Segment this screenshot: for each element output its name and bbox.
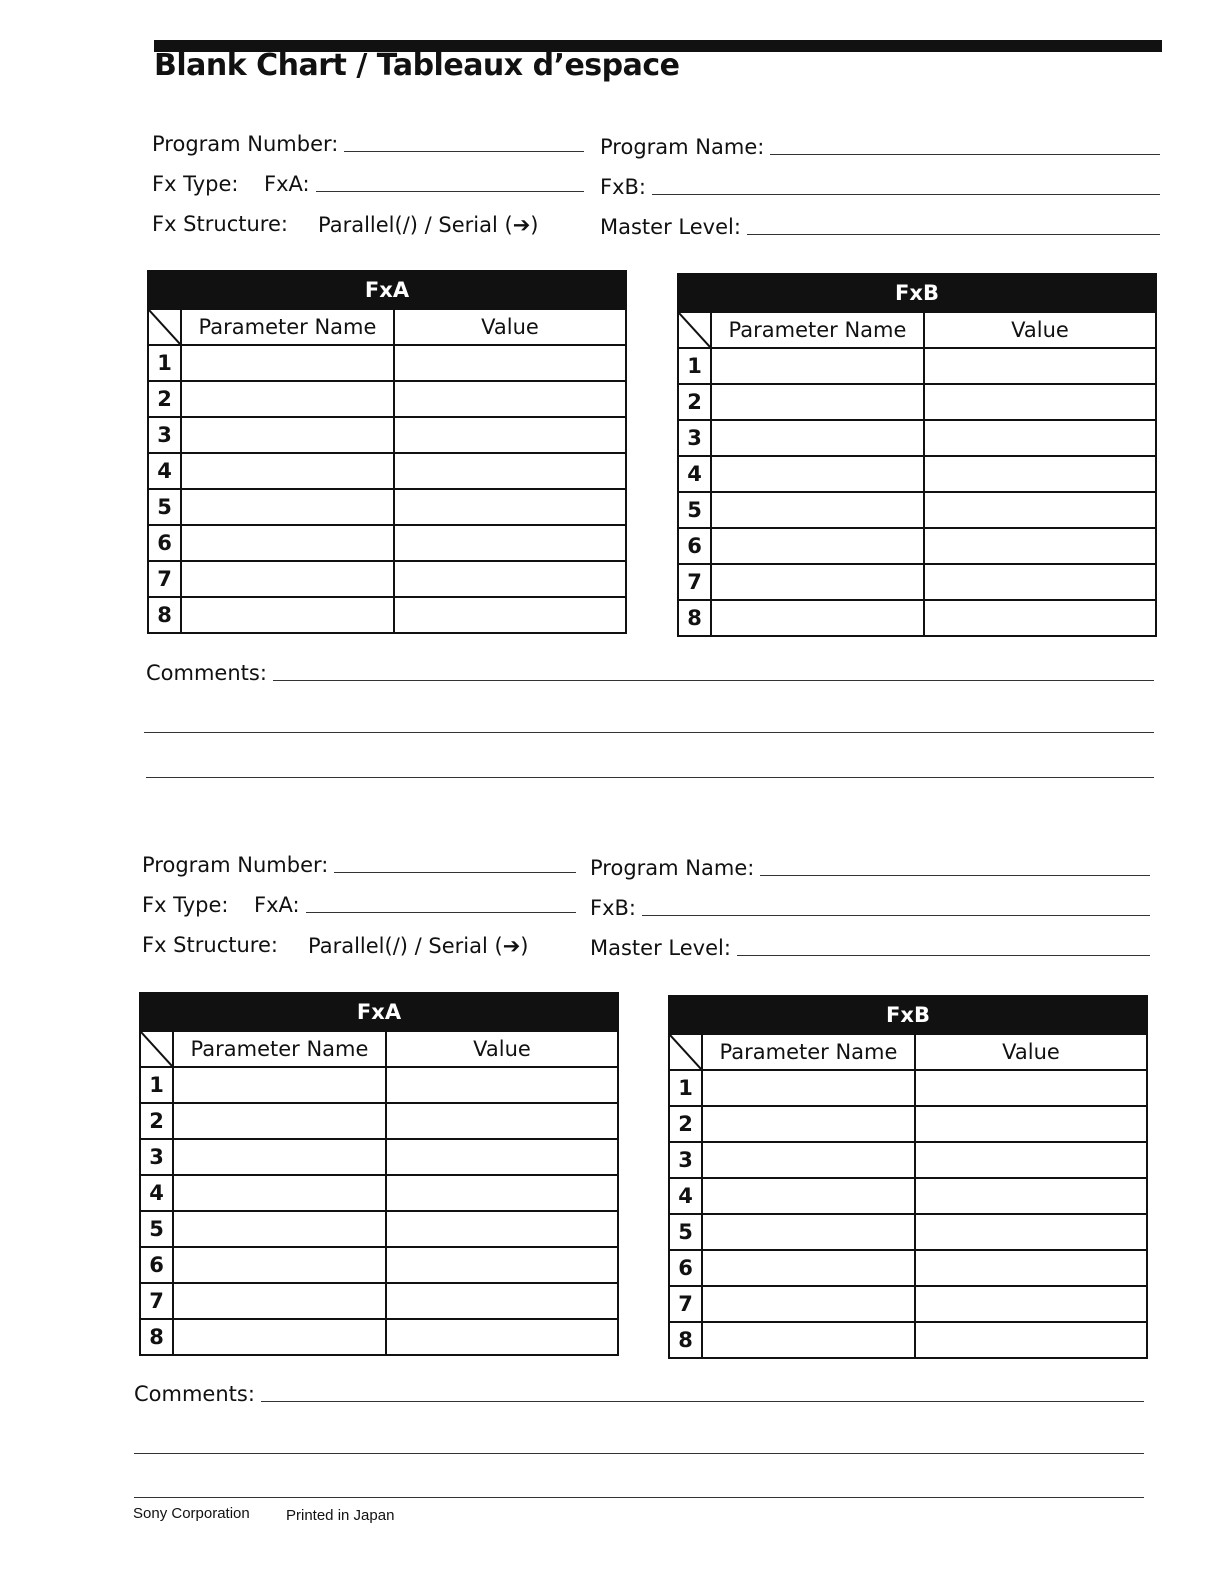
row-number: 2 (679, 385, 712, 419)
parameter-name-cell[interactable] (174, 1284, 387, 1318)
master-level-field-2[interactable] (590, 936, 1150, 960)
table-row (670, 1249, 1146, 1285)
corner-cell (141, 1032, 174, 1066)
fxa-table-1 (147, 270, 627, 634)
table-row (149, 344, 625, 380)
fxa-type-field-2[interactable] (254, 893, 576, 917)
parameter-name-cell[interactable] (703, 1179, 916, 1213)
value-cell[interactable] (387, 1248, 617, 1282)
value-header: Value (1011, 318, 1069, 342)
table-row (141, 1246, 617, 1282)
value-cell[interactable] (925, 529, 1155, 563)
comments-label: Comments: (146, 661, 267, 685)
program-name-field-2[interactable] (590, 856, 1150, 880)
value-cell[interactable] (395, 418, 625, 452)
row-number: 6 (670, 1251, 703, 1285)
row-number: 3 (149, 418, 182, 452)
row-number: 5 (670, 1215, 703, 1249)
fxa-type-label: FxA: (264, 172, 310, 196)
row-number: 8 (141, 1320, 174, 1354)
column-header-row (141, 1030, 617, 1066)
table-row (670, 1177, 1146, 1213)
parameter-name-cell[interactable] (182, 598, 395, 632)
table-row (149, 416, 625, 452)
comments-line[interactable] (134, 1497, 1144, 1498)
row-number: 2 (141, 1104, 174, 1138)
comments-line[interactable] (146, 777, 1154, 778)
table-row (679, 419, 1155, 455)
row-number: 6 (141, 1248, 174, 1282)
parameter-name-cell[interactable] (712, 457, 925, 491)
row-number: 5 (679, 493, 712, 527)
table-row (141, 1138, 617, 1174)
table-row (679, 347, 1155, 383)
master-level-field-1[interactable] (600, 215, 1160, 239)
corner-cell (149, 310, 182, 344)
column-header-row (670, 1033, 1146, 1069)
parameter-name-cell[interactable] (703, 1323, 916, 1357)
row-number: 3 (141, 1140, 174, 1174)
row-number: 7 (141, 1284, 174, 1318)
parameter-name-cell[interactable] (182, 382, 395, 416)
parameter-name-cell[interactable] (703, 1251, 916, 1285)
parameter-name-cell[interactable] (712, 421, 925, 455)
value-cell[interactable] (395, 562, 625, 596)
row-number: 6 (149, 526, 182, 560)
parameter-name-cell[interactable] (182, 526, 395, 560)
value-header: Value (1002, 1040, 1060, 1064)
fx-structure-label: Fx Structure: (152, 212, 288, 236)
row-number: 8 (149, 598, 182, 632)
value-cell[interactable] (395, 526, 625, 560)
value-cell[interactable] (916, 1107, 1146, 1141)
fxa-table-2 (139, 992, 619, 1356)
fxb-type-label: FxB: (600, 175, 646, 199)
parameter-name-cell[interactable] (174, 1104, 387, 1138)
parameter-name-cell[interactable] (182, 562, 395, 596)
value-cell[interactable] (916, 1215, 1146, 1249)
corner-cell (679, 313, 712, 347)
program-number-field-1[interactable] (152, 132, 584, 156)
fx-structure-options[interactable]: Parallel(/) / Serial (➔) (308, 934, 529, 958)
row-number: 3 (670, 1143, 703, 1177)
program-number-label: Program Number: (152, 132, 339, 156)
parameter-name-cell[interactable] (174, 1176, 387, 1210)
parameter-name-cell[interactable] (703, 1287, 916, 1321)
fx-type-label: Fx Type: (142, 893, 229, 917)
value-cell[interactable] (387, 1212, 617, 1246)
parameter-name-cell[interactable] (703, 1143, 916, 1177)
table-row (141, 1210, 617, 1246)
value-cell[interactable] (395, 490, 625, 524)
table-row (141, 1282, 617, 1318)
footer-company: Sony Corporation (133, 1505, 250, 1522)
parameter-name-cell[interactable] (182, 454, 395, 488)
table-row (670, 1285, 1146, 1321)
fxb-type-field-2[interactable] (590, 896, 1150, 920)
table-row (670, 1321, 1146, 1357)
value-cell[interactable] (387, 1140, 617, 1174)
row-number: 5 (149, 490, 182, 524)
parameter-name-header: Parameter Name (174, 1032, 387, 1066)
row-number: 8 (670, 1323, 703, 1357)
parameter-name-cell[interactable] (182, 346, 395, 380)
value-cell[interactable] (925, 565, 1155, 599)
value-cell[interactable] (925, 349, 1155, 383)
value-cell[interactable] (925, 457, 1155, 491)
table-row (670, 1213, 1146, 1249)
value-cell[interactable] (916, 1071, 1146, 1105)
table-row (679, 599, 1155, 635)
table-row (679, 527, 1155, 563)
row-number: 7 (670, 1287, 703, 1321)
parameter-name-cell[interactable] (703, 1107, 916, 1141)
table-row (149, 380, 625, 416)
comments-label: Comments: (134, 1382, 255, 1406)
table-row (149, 452, 625, 488)
table-row (141, 1174, 617, 1210)
parameter-name-cell[interactable] (712, 601, 925, 635)
row-number: 4 (149, 454, 182, 488)
parameter-name-cell[interactable] (174, 1248, 387, 1282)
program-number-field-2[interactable] (142, 853, 576, 877)
table-row (679, 563, 1155, 599)
master-level-label: Master Level: (590, 936, 731, 960)
value-cell[interactable] (387, 1068, 617, 1102)
fx-structure-options[interactable]: Parallel(/) / Serial (➔) (318, 213, 539, 237)
table-row (149, 560, 625, 596)
row-number: 1 (141, 1068, 174, 1102)
value-header: Value (473, 1037, 531, 1061)
value-cell[interactable] (395, 382, 625, 416)
table-title: FxA (149, 272, 625, 308)
value-cell[interactable] (387, 1176, 617, 1210)
table-row (141, 1102, 617, 1138)
value-cell[interactable] (916, 1143, 1146, 1177)
value-cell[interactable] (916, 1251, 1146, 1285)
value-cell[interactable] (916, 1287, 1146, 1321)
master-level-label: Master Level: (600, 215, 741, 239)
table-title: FxA (141, 994, 617, 1030)
parameter-name-cell[interactable] (712, 349, 925, 383)
parameter-name-header: Parameter Name (712, 313, 925, 347)
fxb-table-2 (668, 995, 1148, 1359)
value-cell[interactable] (916, 1323, 1146, 1357)
parameter-name-cell[interactable] (174, 1140, 387, 1174)
value-cell[interactable] (387, 1104, 617, 1138)
value-cell[interactable] (395, 454, 625, 488)
program-number-label: Program Number: (142, 853, 329, 877)
row-number: 6 (679, 529, 712, 563)
parameter-name-cell[interactable] (174, 1320, 387, 1354)
table-row (149, 488, 625, 524)
comments-field-2[interactable] (134, 1382, 1144, 1406)
value-header: Value (481, 315, 539, 339)
table-row (141, 1066, 617, 1102)
row-number: 5 (141, 1212, 174, 1246)
page-title: Blank Chart / Tableaux d’espace (154, 48, 680, 83)
table-row (679, 455, 1155, 491)
comments-line[interactable] (134, 1453, 1144, 1454)
parameter-name-cell[interactable] (703, 1071, 916, 1105)
parameter-name-cell[interactable] (712, 565, 925, 599)
fx-type-label: Fx Type: (152, 172, 239, 196)
row-number: 7 (679, 565, 712, 599)
row-number: 1 (679, 349, 712, 383)
value-cell[interactable] (925, 421, 1155, 455)
value-cell[interactable] (387, 1320, 617, 1354)
row-number: 3 (679, 421, 712, 455)
parameter-name-cell[interactable] (712, 529, 925, 563)
table-row (679, 491, 1155, 527)
program-name-label: Program Name: (590, 856, 755, 880)
row-number: 8 (679, 601, 712, 635)
table-title: FxB (679, 275, 1155, 311)
fxb-table-1 (677, 273, 1157, 637)
row-number: 1 (149, 346, 182, 380)
table-row (141, 1318, 617, 1354)
value-cell[interactable] (925, 601, 1155, 635)
column-header-row (679, 311, 1155, 347)
value-cell[interactable] (925, 493, 1155, 527)
value-cell[interactable] (916, 1179, 1146, 1213)
table-row (670, 1141, 1146, 1177)
fxb-type-label: FxB: (590, 896, 636, 920)
parameter-name-cell[interactable] (182, 418, 395, 452)
program-name-label: Program Name: (600, 135, 765, 159)
value-cell[interactable] (395, 598, 625, 632)
value-cell[interactable] (925, 385, 1155, 419)
parameter-name-cell[interactable] (174, 1068, 387, 1102)
fx-structure-label: Fx Structure: (142, 933, 278, 957)
value-cell[interactable] (395, 346, 625, 380)
column-header-row (149, 308, 625, 344)
parameter-name-cell[interactable] (712, 385, 925, 419)
row-number: 4 (670, 1179, 703, 1213)
row-number: 7 (149, 562, 182, 596)
table-title: FxB (670, 997, 1146, 1033)
footer-printed: Printed in Japan (286, 1507, 395, 1524)
parameter-name-header: Parameter Name (703, 1035, 916, 1069)
row-number: 4 (141, 1176, 174, 1210)
row-number: 2 (670, 1107, 703, 1141)
parameter-name-header: Parameter Name (182, 310, 395, 344)
parameter-name-cell[interactable] (703, 1215, 916, 1249)
comments-line[interactable] (144, 732, 1154, 733)
comments-field-1[interactable] (146, 661, 1154, 685)
table-row (670, 1105, 1146, 1141)
row-number: 1 (670, 1071, 703, 1105)
table-row (149, 524, 625, 560)
parameter-name-cell[interactable] (182, 490, 395, 524)
table-row (679, 383, 1155, 419)
table-row (149, 596, 625, 632)
value-cell[interactable] (387, 1284, 617, 1318)
corner-cell (670, 1035, 703, 1069)
program-name-field-1[interactable] (600, 135, 1160, 159)
row-number: 4 (679, 457, 712, 491)
parameter-name-cell[interactable] (712, 493, 925, 527)
fxa-type-field-1[interactable] (264, 172, 584, 196)
row-number: 2 (149, 382, 182, 416)
fxb-type-field-1[interactable] (600, 175, 1160, 199)
table-row (670, 1069, 1146, 1105)
parameter-name-cell[interactable] (174, 1212, 387, 1246)
fxa-type-label: FxA: (254, 893, 300, 917)
